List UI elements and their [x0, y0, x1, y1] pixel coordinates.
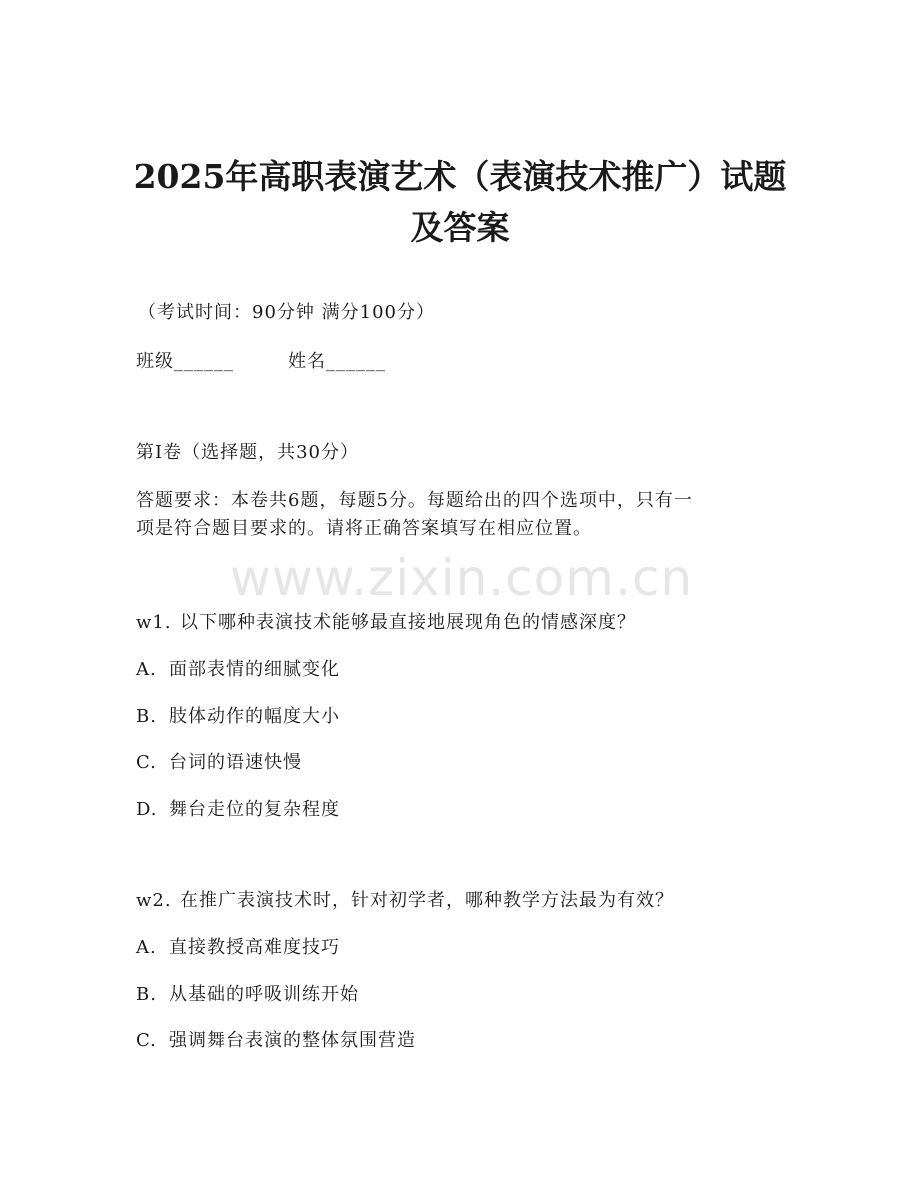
- section-title: 第I卷（选择题，共30分）: [136, 442, 360, 463]
- question-1-option-c: [136, 750, 302, 776]
- option-text: 直接教授高难度技巧: [169, 937, 340, 958]
- option-text: 从基础的呼吸训练开始: [169, 984, 359, 1005]
- option-letter: C.: [136, 1030, 157, 1051]
- name-field: 姓名______: [288, 351, 386, 372]
- question-1-option-b: [136, 704, 340, 730]
- question-1: [136, 610, 636, 636]
- question-1-option-d: [136, 797, 340, 823]
- question-2-option-c: [136, 1028, 416, 1054]
- document-title-line-1: 2025年高职表演艺术（表演技术推广）试题: [133, 157, 787, 196]
- document-title-line-2: 及答案: [410, 208, 510, 247]
- option-letter: B.: [136, 984, 157, 1005]
- section-requirement-line-2: 项是符合题目要求的。请将正确答案填写在相应位置。: [136, 518, 592, 539]
- question-2-option-a: [136, 935, 340, 961]
- question-2: [136, 888, 674, 914]
- option-letter: C.: [136, 752, 157, 773]
- option-letter: D.: [136, 799, 158, 820]
- option-letter: A.: [136, 937, 157, 958]
- question-1-option-a: [136, 657, 340, 683]
- option-letter: B.: [136, 706, 157, 727]
- question-number: w1.: [136, 612, 172, 633]
- exam-info: （考试时间：90分钟 满分100分）: [138, 302, 435, 323]
- section-requirement-line-1: 答题要求：本卷共6题，每题5分。每题给出的四个选项中，只有一: [136, 490, 693, 511]
- option-text: 肢体动作的幅度大小: [169, 706, 340, 727]
- option-letter: A.: [136, 659, 157, 680]
- question-text: 在推广表演技术时，针对初学者，哪种教学方法最为有效？: [180, 890, 674, 911]
- option-text: 台词的语速快慢: [169, 752, 302, 773]
- question-text: 以下哪种表演技术能够最直接地展现角色的情感深度？: [180, 612, 636, 633]
- student-info-row: [136, 349, 386, 375]
- watermark: www.zixin.com.cn: [230, 549, 694, 607]
- class-field: 班级______: [136, 351, 234, 372]
- question-number: w2.: [136, 890, 172, 911]
- option-text: 舞台走位的复杂程度: [169, 799, 340, 820]
- option-text: 面部表情的细腻变化: [169, 659, 340, 680]
- question-2-option-b: [136, 982, 359, 1008]
- option-text: 强调舞台表演的整体氛围营造: [169, 1030, 416, 1051]
